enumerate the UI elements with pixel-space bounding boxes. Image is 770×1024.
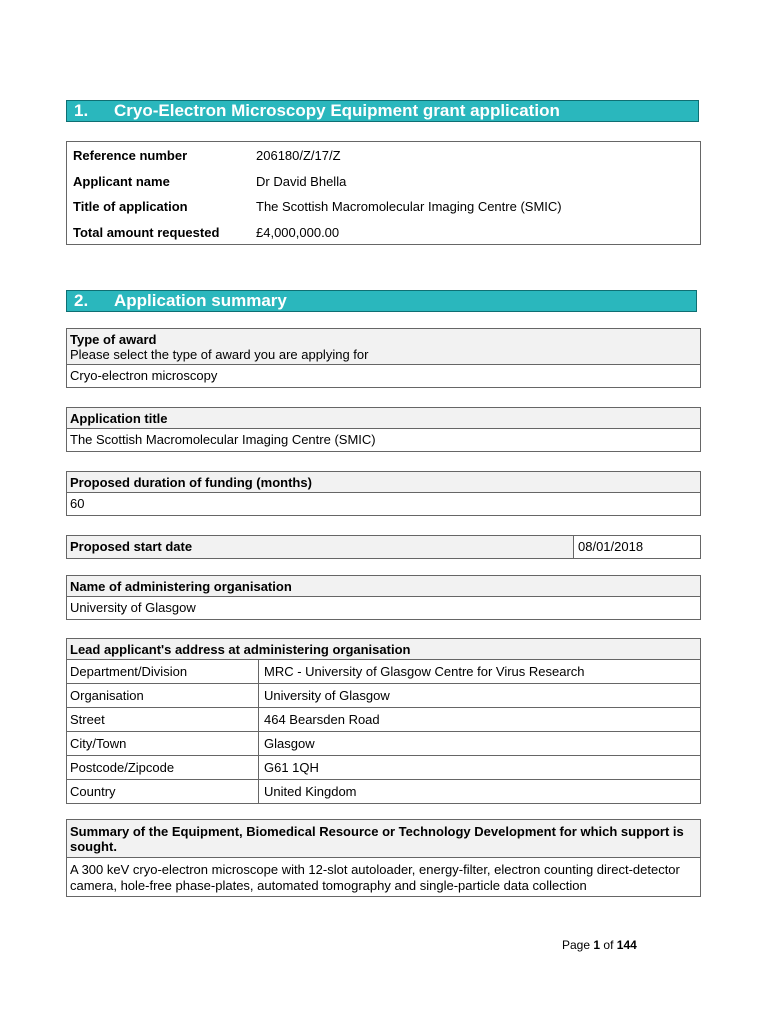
type-of-award-sublabel: Please select the type of award you are applying for bbox=[70, 347, 369, 362]
start-date-value: 08/01/2018 bbox=[578, 539, 644, 554]
address-row-value: Glasgow bbox=[264, 736, 315, 751]
address-row bbox=[67, 660, 700, 683]
detail-row bbox=[67, 194, 700, 220]
detail-value: The Scottish Macromolecular Imaging Centre (SMIC) bbox=[256, 199, 562, 215]
address-box bbox=[66, 638, 701, 804]
page-word: Page bbox=[562, 938, 591, 952]
section-2-title: Application summary bbox=[114, 291, 287, 310]
address-row bbox=[67, 731, 700, 755]
page-total: 144 bbox=[616, 938, 637, 952]
page-footer bbox=[562, 938, 637, 952]
application-title-box bbox=[66, 407, 701, 452]
address-row-value: United Kingdom bbox=[264, 784, 357, 799]
section-1-title: Cryo-Electron Microscopy Equipment grant application bbox=[114, 101, 560, 120]
type-of-award-value: Cryo-electron microscopy bbox=[70, 368, 218, 383]
organisation-box bbox=[66, 575, 701, 620]
address-row-value: MRC - University of Glasgow Centre for Virus Research bbox=[264, 664, 585, 679]
address-row-value: G61 1QH bbox=[264, 760, 319, 775]
type-of-award-label-cell bbox=[67, 329, 700, 365]
application-title-value: The Scottish Macromolecular Imaging Centre (SMIC) bbox=[70, 432, 376, 447]
address-row bbox=[67, 683, 700, 707]
address-row-label: Postcode/Zipcode bbox=[67, 756, 259, 779]
address-row-label: Organisation bbox=[67, 684, 259, 707]
type-of-award-box bbox=[66, 328, 701, 388]
section-1-header bbox=[66, 100, 699, 122]
section-2-header bbox=[66, 290, 697, 312]
detail-label: Total amount requested bbox=[73, 224, 220, 240]
of-word: of bbox=[603, 938, 614, 952]
detail-label: Applicant name bbox=[73, 173, 170, 189]
type-of-award-label: Type of award bbox=[70, 332, 157, 347]
detail-value: 206180/Z/17/Z bbox=[256, 148, 341, 164]
address-row bbox=[67, 755, 700, 779]
address-table bbox=[67, 660, 700, 803]
detail-row bbox=[67, 169, 700, 195]
duration-value: 60 bbox=[70, 496, 85, 511]
address-row-label: Country bbox=[67, 780, 259, 803]
address-row bbox=[67, 779, 700, 803]
duration-label: Proposed duration of funding (months) bbox=[67, 472, 700, 493]
detail-value: £4,000,000.00 bbox=[256, 224, 340, 240]
application-details-box bbox=[66, 141, 701, 245]
section-2-number: 2. bbox=[74, 291, 89, 310]
address-row-value: 464 Bearsden Road bbox=[264, 712, 380, 727]
start-date-label: Proposed start date bbox=[67, 536, 574, 558]
duration-box bbox=[66, 471, 701, 516]
application-title-label: Application title bbox=[67, 408, 700, 429]
detail-label: Title of application bbox=[73, 199, 188, 215]
organisation-label: Name of administering organisation bbox=[67, 576, 700, 597]
address-row-label: City/Town bbox=[67, 732, 259, 755]
address-label: Lead applicant's address at administering organisation bbox=[67, 639, 700, 660]
detail-label: Reference number bbox=[73, 148, 188, 164]
address-row-label: Street bbox=[67, 708, 259, 731]
page-number: 1 bbox=[593, 938, 601, 952]
address-row-label: Department/Division bbox=[67, 660, 259, 683]
address-row-value: University of Glasgow bbox=[264, 688, 390, 703]
detail-row bbox=[67, 143, 700, 169]
equipment-summary-label: Summary of the Equipment, Biomedical Resource or Technology Development for which support is sought. bbox=[67, 820, 700, 858]
detail-value: Dr David Bhella bbox=[256, 173, 347, 189]
detail-row bbox=[67, 220, 700, 246]
equipment-summary-box bbox=[66, 819, 701, 897]
start-date-box bbox=[66, 535, 701, 559]
organisation-value: University of Glasgow bbox=[70, 600, 196, 615]
equipment-summary-value: A 300 keV cryo-electron microscope with 12-slot autoloader, energy-filter, electron counting direct-detector camera, hole-free phase-plates, automated tomography and single-particle data collection bbox=[70, 862, 680, 893]
section-1-number: 1. bbox=[74, 101, 89, 120]
address-row bbox=[67, 707, 700, 731]
